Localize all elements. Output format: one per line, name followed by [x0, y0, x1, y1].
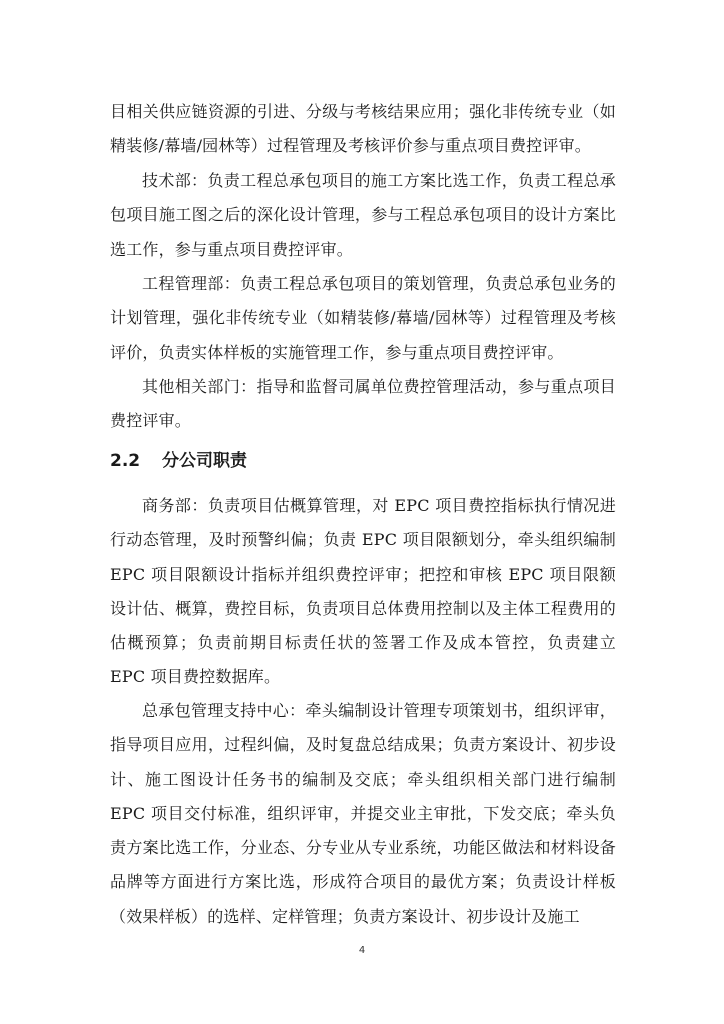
- paragraph-general-contracting-support-center: 总承包管理支持中心：牵头编制设计管理专项策划书，组织评审，指导项目应用，过程纠偏，及时复盘总结成果；负责方案设计、初步设计、施工图设计任务书的编制及交底；牵头组织相关部门进行编制 EPC 项目交付标准，组织评审，并提交业主审批，下发交底；牵头负责方案比选工作，分业态、分专业从专业系统，功能区做法和材料设备品牌等方面进行方案比选，形成符合项目的最优方案；负责设计样板（效果样板）的选样、定样管理；负责方案设计、初步设计及施工: [110, 701, 616, 926]
- paragraph-continued-responsibilities: 目相关供应链资源的引进、分级与考核结果应用；强化非传统专业（如精装修/幕墙/园林等）过程管理及考核评价参与重点项目费控评审。: [110, 102, 616, 156]
- section-title: 分公司职责: [162, 451, 247, 471]
- paragraph-other-departments: 其他相关部门：指导和监督司属单位费控管理活动，参与重点项目费控评审。: [110, 377, 616, 431]
- paragraph-technical-department: 技术部：负责工程总承包项目的施工方案比选工作，负责工程总承包项目施工图之后的深化设计管理，参与工程总承包项目的设计方案比选工作，参与重点项目费控评审。: [110, 171, 616, 259]
- section-number: 2.2: [110, 451, 141, 471]
- page-number: 4: [358, 945, 366, 956]
- paragraph-commerce-department: 商务部：负责项目估概算管理，对 EPC 项目费控指标执行情况进行动态管理，及时预警纠偏；负责 EPC 项目限额划分，牵头组织编制 EPC 项目限额设计指标并组织费控评审；把控和审核 EPC 项目限额设计估、概算，费控目标，负责项目总体费用控制以及主体工程费用的估概预算；负责前期目标责任状的签署工作及成本管控，负责建立 EPC 项目费控数据库。: [110, 496, 616, 687]
- section-heading: [110, 444, 616, 478]
- paragraph-engineering-management-department: 工程管理部：负责工程总承包项目的策划管理，负责总承包业务的计划管理，强化非传统专业（如精装修/幕墙/园林等）过程管理及考核评价，负责实体样板的实施管理工作，参与重点项目费控评审。: [110, 274, 616, 362]
